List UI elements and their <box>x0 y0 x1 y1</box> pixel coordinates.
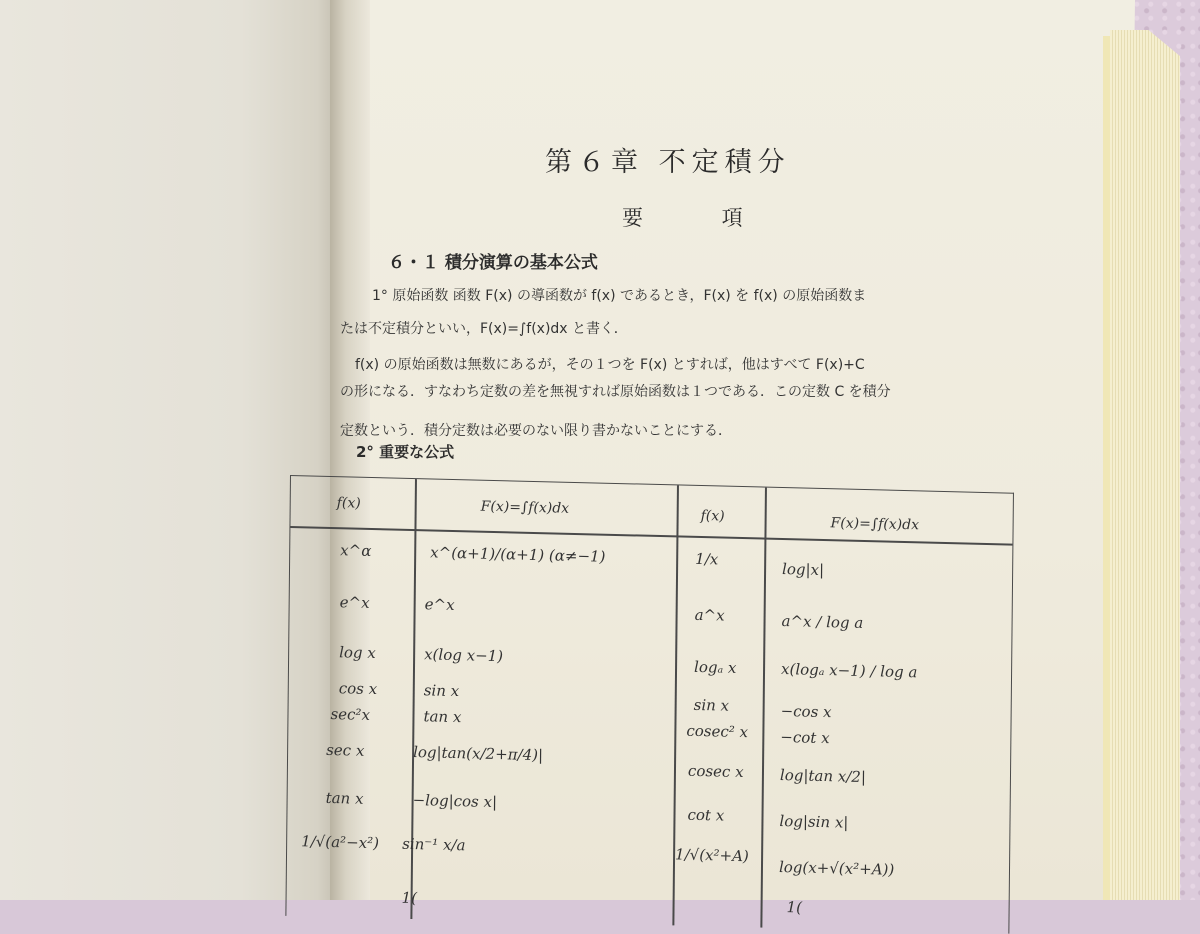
paragraph-line-1: 1° 原始函数 函数 F(x) の導函数が f(x) であるとき，F(x) を f(x) の原始函数ま <box>372 288 867 304</box>
table-cell: sin⁻¹ x/a <box>402 834 466 855</box>
paragraph-line-2: たは不定積分といい，F(x)=∫f(x)dx と書く． <box>340 321 628 337</box>
table-cell: logₐ x <box>693 657 737 677</box>
table-cell: −cos x <box>780 702 832 722</box>
table-cell: x^(α+1)/(α+1) (α≠−1) <box>430 543 606 566</box>
table-cell: a^x <box>694 605 725 625</box>
paragraph-line-4: の形になる．すなわち定数の差を無視すれば原始函数は１つである．この定数 C を積分 <box>340 384 891 400</box>
table-cell: e^x <box>424 595 455 615</box>
table-cell: sec x <box>326 740 365 760</box>
formula-table <box>285 475 1014 934</box>
paragraph-line-3: f(x) の原始函数は無数にあるが，その１つを F(x) とすれば，他はすべて F(x)+C <box>355 357 865 373</box>
table-cell: cosec x <box>687 761 744 782</box>
table-cell: 1( <box>786 898 803 917</box>
chapter-title: 第６章 不定積分 <box>545 147 791 178</box>
table-cell: tan x <box>423 707 462 727</box>
table-cell: x(logₐ x−1) / log a <box>780 660 918 682</box>
table-cell: 1/x <box>695 549 719 569</box>
page-edges <box>1110 30 1180 900</box>
table-cell: log|sin x| <box>779 811 849 832</box>
table-cell: cosec² x <box>686 721 749 742</box>
table-cell: cot x <box>687 805 725 825</box>
table-cell: −cot x <box>780 727 830 748</box>
table-header: F(x)=∫f(x)dx <box>480 498 570 517</box>
table-cell: −log|cos x| <box>412 791 498 812</box>
table-header: F(x)=∫f(x)dx <box>830 515 920 534</box>
paragraph-line-5: 定数という．積分定数は必要のない限り書かないことにする． <box>340 423 732 439</box>
table-cell: x^α <box>340 541 372 560</box>
table-cell: sin x <box>693 695 730 715</box>
table-cell: log|x| <box>782 560 825 580</box>
table-cell: 1/√(x²+A) <box>675 845 749 866</box>
table-header: f(x) <box>336 495 361 512</box>
table-cell: log(x+√(x²+A)) <box>778 857 895 879</box>
table-cell: sin x <box>423 681 460 701</box>
table-cell: 1( <box>401 888 418 908</box>
table-cell: e^x <box>339 593 370 612</box>
subsection-title: ６・１ 積分演算の基本公式 <box>388 253 598 273</box>
table-cell: tan x <box>325 788 364 808</box>
table-divider <box>760 488 766 928</box>
table-cell: 1/√(a²−x²) <box>301 832 380 853</box>
table-cell: log x <box>339 643 376 663</box>
table-cell: log|tan x/2| <box>779 765 867 787</box>
table-cell: x(log x−1) <box>424 645 504 666</box>
table-cell: sec²x <box>330 705 371 724</box>
table-cell: cos x <box>338 679 378 699</box>
section-heading: 要 項 <box>622 206 779 230</box>
table-cell: log|tan(x/2+π/4)| <box>413 743 544 765</box>
table-cell: a^x / log a <box>781 612 864 633</box>
subheading-formulas: 2° 重要な公式 <box>356 443 455 461</box>
table-header: f(x) <box>700 508 725 525</box>
